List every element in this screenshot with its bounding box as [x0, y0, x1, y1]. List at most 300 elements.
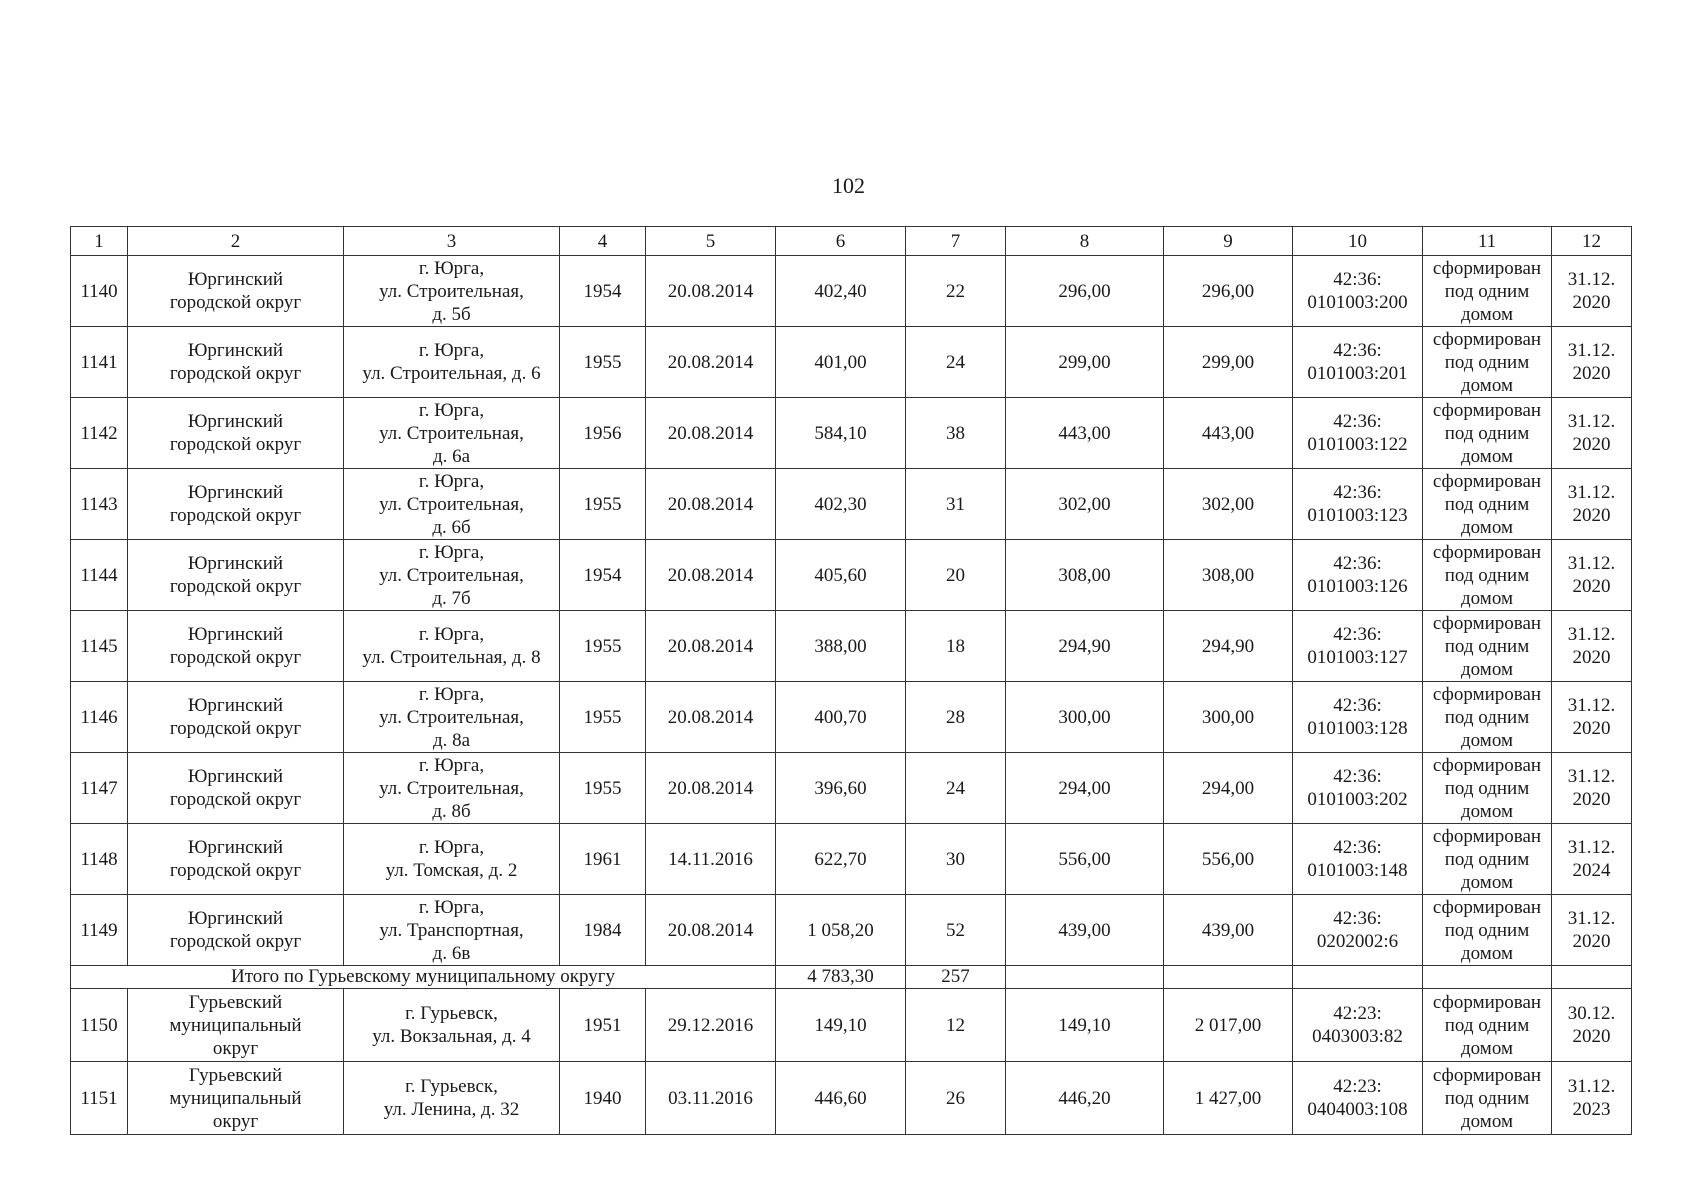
empty-cell: [1164, 966, 1293, 989]
deadline-cell-line: 2020: [1572, 931, 1611, 952]
row-number: 1146: [71, 682, 128, 753]
status-cell: [1423, 540, 1552, 611]
area-cell: 402,40: [776, 256, 906, 327]
status-cell-line: сформирован: [1432, 612, 1542, 634]
status-cell-line: домом: [1461, 374, 1513, 396]
deadline-cell: [1552, 611, 1632, 682]
cadastral-cell: [1293, 824, 1423, 895]
cadastral-cell-line: 42:36:: [1333, 269, 1382, 290]
table-row: [71, 682, 1632, 753]
status-cell: [1423, 824, 1552, 895]
area-cell: 149,10: [776, 989, 906, 1062]
column-number: 2: [128, 227, 344, 256]
row-number: 1151: [71, 1062, 128, 1135]
district-cell-line: городской округ: [169, 860, 302, 881]
date-cell: 20.08.2014: [646, 611, 776, 682]
deadline-cell-line: 31.12.: [1567, 340, 1616, 361]
status-cell-line: под одним: [1444, 848, 1530, 870]
status-cell-line: под одним: [1444, 280, 1530, 302]
address-cell-line: ул. Строительная,: [379, 777, 524, 799]
address-cell-line: д. 6в: [432, 942, 471, 964]
address-cell-line: г. Юрга,: [418, 399, 485, 421]
status-cell-line: под одним: [1444, 564, 1530, 586]
year-cell: 1955: [560, 327, 646, 398]
area8-cell: 556,00: [1006, 824, 1164, 895]
address-cell-line: ул. Вокзальная, д. 4: [372, 1026, 531, 1047]
table-row: [71, 398, 1632, 469]
cadastral-cell-line: 0101003:201: [1307, 363, 1408, 384]
status-cell-line: сформирован: [1432, 470, 1542, 492]
district-cell: [128, 1062, 344, 1135]
area9-cell: 439,00: [1164, 895, 1293, 966]
year-cell: 1955: [560, 682, 646, 753]
people-cell: 26: [906, 1062, 1006, 1135]
address-cell-line: г. Юрга,: [418, 257, 485, 279]
district-cell-line: Юргинский: [187, 908, 284, 929]
cadastral-cell-line: 42:36:: [1333, 837, 1382, 858]
district-cell-line: Юргинский: [187, 482, 284, 503]
year-cell: 1955: [560, 469, 646, 540]
table-row: [71, 989, 1632, 1062]
year-cell: 1954: [560, 256, 646, 327]
status-cell-line: домом: [1461, 516, 1513, 538]
address-cell-line: д. 6а: [432, 445, 471, 467]
date-cell: 20.08.2014: [646, 256, 776, 327]
date-cell: 20.08.2014: [646, 540, 776, 611]
page-number: 102: [832, 173, 865, 198]
status-cell: [1423, 1062, 1552, 1135]
column-number: 12: [1552, 227, 1632, 256]
area-cell: 400,70: [776, 682, 906, 753]
address-cell-line: д. 8а: [432, 729, 471, 751]
cadastral-cell-line: 0101003:122: [1307, 434, 1408, 455]
district-cell-line: городской округ: [169, 576, 302, 597]
district-cell: [128, 989, 344, 1062]
row-number: 1150: [71, 989, 128, 1062]
empty-cell: [1423, 966, 1552, 989]
status-cell-line: под одним: [1444, 919, 1530, 941]
cadastral-cell-line: 42:36:: [1333, 340, 1382, 361]
cadastral-cell-line: 0101003:202: [1307, 789, 1408, 810]
cadastral-cell: [1293, 469, 1423, 540]
area8-cell: 439,00: [1006, 895, 1164, 966]
status-cell-line: домом: [1461, 871, 1513, 893]
date-cell: 20.08.2014: [646, 682, 776, 753]
area-cell: 402,30: [776, 469, 906, 540]
deadline-cell-line: 31.12.: [1567, 411, 1616, 432]
deadline-cell-line: 2020: [1572, 789, 1611, 810]
address-cell-line: ул. Ленина, д. 32: [383, 1099, 520, 1120]
row-number: 1147: [71, 753, 128, 824]
status-cell-line: сформирован: [1432, 683, 1542, 705]
area-cell: 401,00: [776, 327, 906, 398]
address-cell-line: ул. Строительная,: [379, 564, 524, 586]
address-cell-line: д. 5б: [432, 303, 471, 325]
deadline-cell: [1552, 256, 1632, 327]
deadline-cell-line: 31.12.: [1567, 1076, 1616, 1097]
date-cell: 14.11.2016: [646, 824, 776, 895]
cadastral-cell-line: 0101003:126: [1307, 576, 1408, 597]
address-cell-line: д. 6б: [432, 516, 471, 538]
deadline-cell: [1552, 753, 1632, 824]
area8-cell: 294,00: [1006, 753, 1164, 824]
area9-cell: 302,00: [1164, 469, 1293, 540]
year-cell: 1984: [560, 895, 646, 966]
date-cell: 20.08.2014: [646, 895, 776, 966]
column-number: 6: [776, 227, 906, 256]
table-row: [71, 256, 1632, 327]
district-cell: [128, 398, 344, 469]
address-cell-line: д. 8б: [432, 800, 471, 822]
deadline-cell-line: 2020: [1572, 292, 1611, 313]
year-cell: 1956: [560, 398, 646, 469]
area-cell: 622,70: [776, 824, 906, 895]
row-number: 1143: [71, 469, 128, 540]
table-row: [71, 895, 1632, 966]
cadastral-cell-line: 42:23:: [1333, 1003, 1382, 1024]
cadastral-cell-line: 0404003:108: [1307, 1099, 1408, 1120]
table-row: [71, 327, 1632, 398]
row-number: 1144: [71, 540, 128, 611]
address-cell: [344, 398, 560, 469]
table-row: [71, 824, 1632, 895]
district-cell: [128, 824, 344, 895]
status-cell-line: под одним: [1444, 493, 1530, 515]
table-row: [71, 611, 1632, 682]
address-cell: [344, 989, 560, 1062]
address-cell-line: г. Юрга,: [418, 683, 485, 705]
cadastral-cell-line: 0101003:123: [1307, 505, 1408, 526]
date-cell: 20.08.2014: [646, 469, 776, 540]
column-number: 8: [1006, 227, 1164, 256]
column-number: 3: [344, 227, 560, 256]
deadline-cell-line: 2020: [1572, 718, 1611, 739]
area-cell: 1 058,20: [776, 895, 906, 966]
status-cell-line: сформирован: [1432, 399, 1542, 421]
deadline-cell: [1552, 398, 1632, 469]
deadline-cell-line: 31.12.: [1567, 624, 1616, 645]
status-cell: [1423, 256, 1552, 327]
deadline-cell-line: 31.12.: [1567, 908, 1616, 929]
column-number: 11: [1423, 227, 1552, 256]
cadastral-cell: [1293, 989, 1423, 1062]
address-cell-line: д. 7б: [432, 587, 471, 609]
area8-cell: 308,00: [1006, 540, 1164, 611]
cadastral-cell: [1293, 682, 1423, 753]
cadastral-cell: [1293, 540, 1423, 611]
status-cell-line: сформирован: [1432, 541, 1542, 563]
deadline-cell-line: 2023: [1572, 1099, 1611, 1120]
people-cell: 52: [906, 895, 1006, 966]
deadline-cell: [1552, 895, 1632, 966]
status-cell-line: сформирован: [1432, 825, 1542, 847]
address-cell-line: г. Юрга,: [418, 624, 485, 645]
status-cell: [1423, 327, 1552, 398]
area9-cell: 296,00: [1164, 256, 1293, 327]
district-cell-line: Юргинский: [187, 624, 284, 645]
status-cell-line: домом: [1461, 1037, 1513, 1059]
date-cell: 29.12.2016: [646, 989, 776, 1062]
column-number: 4: [560, 227, 646, 256]
area8-cell: 296,00: [1006, 256, 1164, 327]
address-cell-line: ул. Томская, д. 2: [385, 860, 518, 881]
area8-cell: 294,90: [1006, 611, 1164, 682]
deadline-cell-line: 31.12.: [1567, 482, 1616, 503]
address-cell-line: г. Юрга,: [418, 754, 485, 776]
deadline-cell-line: 31.12.: [1567, 553, 1616, 574]
address-cell-line: г. Юрга,: [418, 470, 485, 492]
cadastral-cell-line: 42:36:: [1333, 695, 1382, 716]
status-cell: [1423, 611, 1552, 682]
deadline-cell-line: 31.12.: [1567, 269, 1616, 290]
address-cell: [344, 540, 560, 611]
housing-registry-table: [70, 226, 1632, 1135]
cadastral-cell-line: 0101003:200: [1307, 292, 1408, 313]
area9-cell: 308,00: [1164, 540, 1293, 611]
empty-cell: [1006, 966, 1164, 989]
deadline-cell-line: 2020: [1572, 576, 1611, 597]
deadline-cell-line: 2020: [1572, 647, 1611, 668]
people-cell: 24: [906, 753, 1006, 824]
deadline-cell-line: 2020: [1572, 363, 1611, 384]
table-row: [71, 469, 1632, 540]
deadline-cell: [1552, 540, 1632, 611]
area9-cell: 443,00: [1164, 398, 1293, 469]
status-cell: [1423, 895, 1552, 966]
people-cell: 30: [906, 824, 1006, 895]
date-cell: 20.08.2014: [646, 327, 776, 398]
status-cell-line: сформирован: [1432, 1064, 1542, 1086]
total-area: 4 783,30: [776, 966, 906, 989]
address-cell-line: ул. Строительная,: [379, 493, 524, 515]
column-number: 10: [1293, 227, 1423, 256]
cadastral-cell-line: 0101003:127: [1307, 647, 1408, 668]
area8-cell: 300,00: [1006, 682, 1164, 753]
cadastral-cell: [1293, 398, 1423, 469]
date-cell: 20.08.2014: [646, 753, 776, 824]
people-cell: 31: [906, 469, 1006, 540]
status-cell: [1423, 753, 1552, 824]
address-cell-line: ул. Строительная,: [379, 280, 524, 302]
year-cell: 1955: [560, 753, 646, 824]
deadline-cell: [1552, 824, 1632, 895]
status-cell: [1423, 989, 1552, 1062]
district-cell-line: муниципальный: [169, 1014, 302, 1036]
deadline-cell: [1552, 1062, 1632, 1135]
cadastral-cell-line: 42:36:: [1333, 411, 1382, 432]
cadastral-cell: [1293, 256, 1423, 327]
total-people: 257: [906, 966, 1006, 989]
address-cell-line: г. Юрга,: [418, 896, 485, 918]
cadastral-cell: [1293, 753, 1423, 824]
district-cell-line: Гурьевский: [188, 1064, 283, 1086]
area9-cell: 294,00: [1164, 753, 1293, 824]
address-cell: [344, 1062, 560, 1135]
row-number: 1141: [71, 327, 128, 398]
district-cell: [128, 895, 344, 966]
area9-cell: 300,00: [1164, 682, 1293, 753]
people-cell: 22: [906, 256, 1006, 327]
status-cell-line: домом: [1461, 445, 1513, 467]
address-cell: [344, 327, 560, 398]
year-cell: 1955: [560, 611, 646, 682]
district-cell: [128, 327, 344, 398]
status-cell-line: под одним: [1444, 1014, 1530, 1036]
area9-cell: 294,90: [1164, 611, 1293, 682]
district-cell-line: Юргинский: [187, 340, 284, 361]
address-cell: [344, 824, 560, 895]
area9-cell: 2 017,00: [1164, 989, 1293, 1062]
total-row: [71, 966, 1632, 989]
area9-cell: 556,00: [1164, 824, 1293, 895]
cadastral-cell-line: 0101003:148: [1307, 860, 1408, 881]
deadline-cell-line: 31.12.: [1567, 695, 1616, 716]
district-cell-line: городской округ: [169, 931, 302, 952]
deadline-cell: [1552, 327, 1632, 398]
address-cell-line: г. Гурьевск,: [405, 1076, 498, 1097]
district-cell-line: городской округ: [169, 363, 302, 384]
address-cell: [344, 895, 560, 966]
status-cell-line: сформирован: [1432, 896, 1542, 918]
status-cell-line: сформирован: [1432, 991, 1542, 1013]
deadline-cell: [1552, 682, 1632, 753]
area-cell: 584,10: [776, 398, 906, 469]
date-cell: 03.11.2016: [646, 1062, 776, 1135]
cadastral-cell-line: 42:36:: [1333, 624, 1382, 645]
row-number: 1145: [71, 611, 128, 682]
table-row: [71, 1062, 1632, 1135]
area8-cell: 446,20: [1006, 1062, 1164, 1135]
people-cell: 12: [906, 989, 1006, 1062]
district-cell-line: городской округ: [169, 292, 302, 313]
district-cell: [128, 611, 344, 682]
deadline-cell: [1552, 469, 1632, 540]
status-cell: [1423, 398, 1552, 469]
cadastral-cell-line: 0403003:82: [1312, 1026, 1403, 1047]
address-cell-line: г. Юрга,: [418, 340, 485, 361]
status-cell-line: домом: [1461, 800, 1513, 822]
district-cell-line: городской округ: [169, 718, 302, 739]
status-cell-line: домом: [1461, 303, 1513, 325]
district-cell-line: Юргинский: [187, 553, 284, 574]
status-cell-line: домом: [1461, 658, 1513, 680]
people-cell: 38: [906, 398, 1006, 469]
district-cell-line: городской округ: [169, 789, 302, 810]
address-cell: [344, 256, 560, 327]
area8-cell: 443,00: [1006, 398, 1164, 469]
district-cell-line: городской округ: [169, 505, 302, 526]
deadline-cell-line: 2020: [1572, 505, 1611, 526]
empty-cell: [1552, 966, 1632, 989]
table-body: [71, 227, 1632, 1135]
area8-cell: 302,00: [1006, 469, 1164, 540]
row-number: 1142: [71, 398, 128, 469]
column-number-row: [71, 227, 1632, 256]
cadastral-cell: [1293, 895, 1423, 966]
status-cell-line: под одним: [1444, 706, 1530, 728]
status-cell-line: под одним: [1444, 1087, 1530, 1109]
address-cell-line: ул. Транспортная,: [379, 919, 524, 941]
address-cell: [344, 753, 560, 824]
status-cell-line: под одним: [1444, 635, 1530, 657]
status-cell-line: домом: [1461, 587, 1513, 609]
deadline-cell-line: 2020: [1572, 1026, 1611, 1047]
address-cell-line: г. Юрга,: [418, 837, 485, 858]
area9-cell: 299,00: [1164, 327, 1293, 398]
status-cell-line: под одним: [1444, 777, 1530, 799]
year-cell: 1951: [560, 989, 646, 1062]
cadastral-cell-line: 42:23:: [1333, 1076, 1382, 1097]
column-number: 7: [906, 227, 1006, 256]
status-cell-line: сформирован: [1432, 328, 1542, 350]
empty-cell: [1293, 966, 1423, 989]
address-cell-line: ул. Строительная,: [379, 706, 524, 728]
row-number: 1149: [71, 895, 128, 966]
cadastral-cell-line: 0202002:6: [1316, 931, 1399, 952]
area-cell: 396,60: [776, 753, 906, 824]
total-label: Итого по Гурьевскому муниципальному округу: [71, 966, 776, 989]
address-cell-line: ул. Строительная, д. 8: [362, 647, 541, 668]
deadline-cell-line: 30.12.: [1567, 1003, 1616, 1024]
column-number: 9: [1164, 227, 1293, 256]
address-cell-line: ул. Строительная,: [379, 422, 524, 444]
status-cell: [1423, 469, 1552, 540]
deadline-cell-line: 2024: [1572, 860, 1611, 881]
district-cell-line: городской округ: [169, 434, 302, 455]
address-cell-line: г. Юрга,: [418, 541, 485, 563]
district-cell: [128, 753, 344, 824]
people-cell: 28: [906, 682, 1006, 753]
cadastral-cell: [1293, 611, 1423, 682]
deadline-cell-line: 31.12.: [1567, 766, 1616, 787]
people-cell: 24: [906, 327, 1006, 398]
row-number: 1140: [71, 256, 128, 327]
year-cell: 1954: [560, 540, 646, 611]
address-cell: [344, 469, 560, 540]
address-cell-line: г. Гурьевск,: [405, 1003, 498, 1024]
district-cell-line: Юргинский: [187, 269, 284, 290]
district-cell-line: Гурьевский: [188, 991, 283, 1013]
status-cell-line: домом: [1461, 729, 1513, 751]
district-cell-line: Юргинский: [187, 411, 284, 432]
cadastral-cell-line: 42:36:: [1333, 908, 1382, 929]
deadline-cell-line: 2020: [1572, 434, 1611, 455]
district-cell-line: Юргинский: [187, 766, 284, 787]
district-cell-line: Юргинский: [187, 695, 284, 716]
address-cell-line: ул. Строительная, д. 6: [362, 363, 541, 384]
date-cell: 20.08.2014: [646, 398, 776, 469]
district-cell-line: округ: [212, 1110, 259, 1132]
area9-cell: 1 427,00: [1164, 1062, 1293, 1135]
district-cell: [128, 540, 344, 611]
table-row: [71, 540, 1632, 611]
cadastral-cell: [1293, 327, 1423, 398]
deadline-cell-line: 31.12.: [1567, 837, 1616, 858]
column-number: 5: [646, 227, 776, 256]
address-cell: [344, 682, 560, 753]
status-cell-line: сформирован: [1432, 257, 1542, 279]
district-cell-line: городской округ: [169, 647, 302, 668]
cadastral-cell-line: 42:36:: [1333, 553, 1382, 574]
district-cell: [128, 682, 344, 753]
column-number: 1: [71, 227, 128, 256]
people-cell: 20: [906, 540, 1006, 611]
status-cell-line: сформирован: [1432, 754, 1542, 776]
cadastral-cell: [1293, 1062, 1423, 1135]
area-cell: 405,60: [776, 540, 906, 611]
district-cell-line: Юргинский: [187, 837, 284, 858]
cadastral-cell-line: 42:36:: [1333, 482, 1382, 503]
